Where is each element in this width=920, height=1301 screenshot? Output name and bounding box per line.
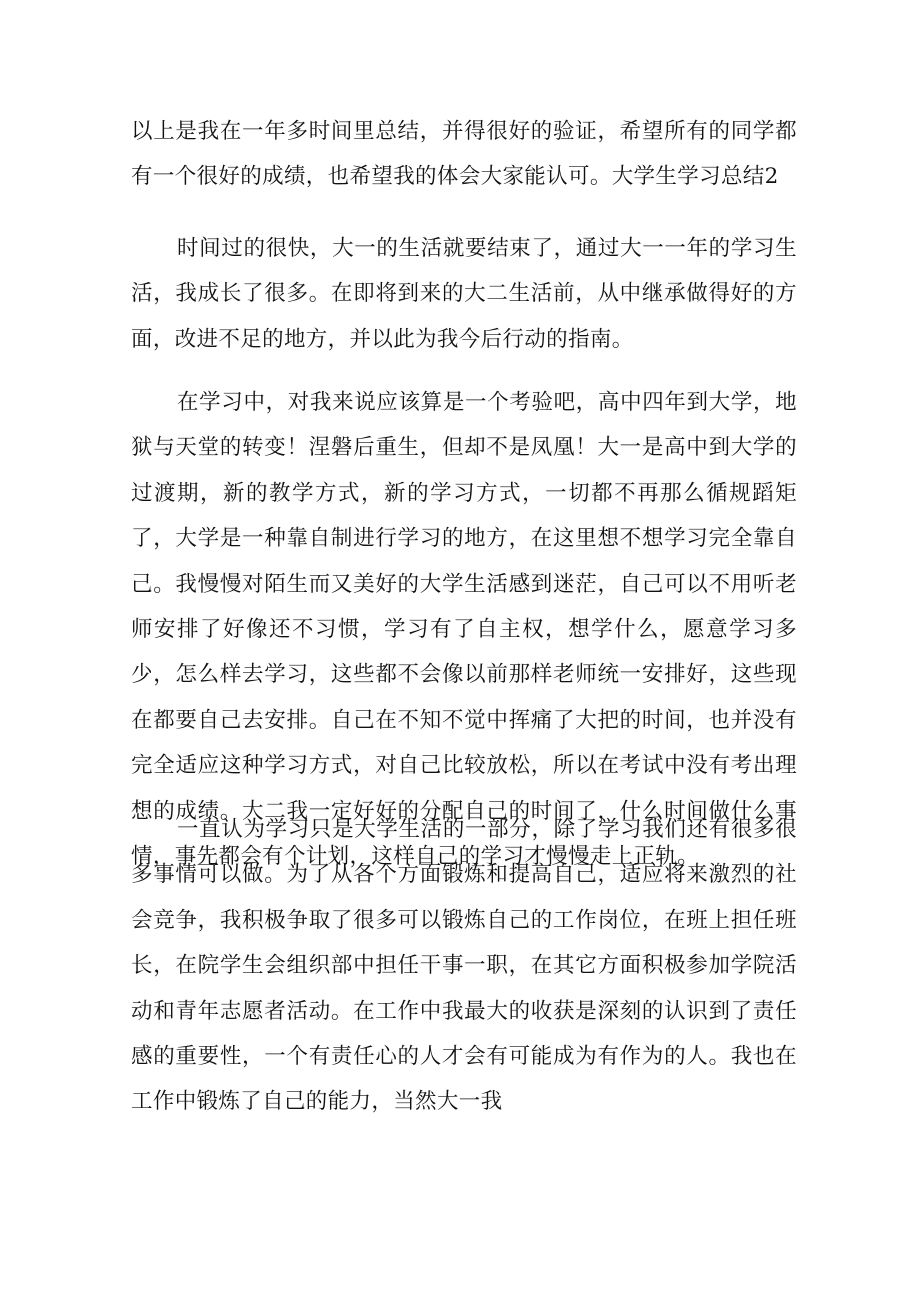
paragraph-conclusion: 以上是我在一年多时间里总结，并得很好的验证，希望所有的同学都有一个很好的成绩，也希望我的体会大家能认可。大学生学习总结2 bbox=[131, 119, 797, 190]
paragraph-work: 一直认为学习只是大学生活的一部分，除了学习我们还有很多很多事情可以做。为了从各个方面锻炼和提高自己，适应将来激烈的社会竞争，我积极争取了很多可以锻炼自己的工作岗位，在班上担任班长，在院学生会组织部中担任干事一职，在其它方面积极参加学院活动和青年志愿者活动。在工作中我最大的收获是深刻的认识到了责任感的重要性，一个有责任心的人才会有可能成为有作为的人。我也在工作中锻炼了自己的能力，当然大一我 bbox=[131, 817, 797, 1115]
paragraph-intro: 时间过的很快，大一的生活就要结束了，通过大一一年的学习生活，我成长了很多。在即将到来的大二生活前，从中继承做得好的方面，改进不足的地方，并以此为我今后行动的指南。 bbox=[131, 236, 797, 352]
paragraph-study: 在学习中，对我来说应该算是一个考验吧，高中四年到大学，地狱与天堂的转变！涅磐后重生，但却不是凤凰！大一是高中到大学的过渡期，新的教学方式，新的学习方式，一切都不再那么循规蹈矩了，大学是一种靠自制进行学习的地方，在这里想不想学习完全靠自己。我慢慢对陌生而又美好的大学生活感到迷茫，自己可以不用听老师安排了好像还不习惯，学习有了自主权，想学什么，愿意学习多少，怎么样去学习，这些都不会像以前那样老师统一安排好，这些现在都要自己去安排。自己在不知不觉中挥痛了大把的时间，也并没有完全适应这种学习方式，对自己比较放松，所以在考试中没有考出理想的成绩。大二我一定好好的分配自己的时间了，什么时间做什么事情，事先都会有个计划，这样自己的学习才慢慢走上正轨。 bbox=[131, 390, 797, 870]
